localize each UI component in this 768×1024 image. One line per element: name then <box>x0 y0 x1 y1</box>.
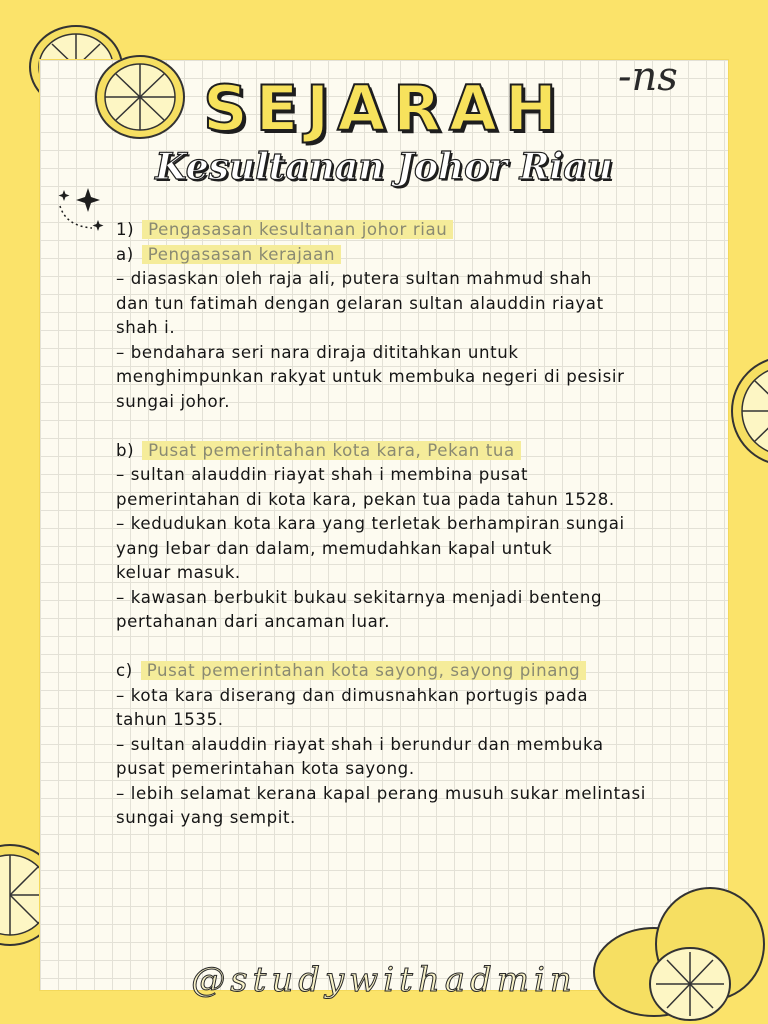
note-line: pusat pemerintahan kota sayong. <box>116 759 415 778</box>
page-title: SEJARAH <box>203 72 565 145</box>
highlight: Pusat pemerintahan kota kara, Pekan tua <box>142 441 521 460</box>
whole-lemon-icon <box>592 880 768 1024</box>
note-line: – kawasan berbukit bukau sekitarnya menjadi benteng <box>116 587 603 607</box>
note-line: menghimpunkan rakyat untuk membuka negeri di pesisir <box>116 367 625 386</box>
note-line: pertahanan dari ancaman luar. <box>116 612 391 631</box>
note-line: yang lebar dan dalam, memudahkan kapal untuk <box>116 538 553 558</box>
social-handle: @studywithadmin <box>191 960 577 1000</box>
note-line: – sultan alauddin riayat shah i membina pusat <box>116 465 529 484</box>
note-line: sungai yang sempit. <box>116 808 296 827</box>
page-subtitle: Kesultanan Johor Riau <box>155 146 613 188</box>
highlight: Pengasasan kesultanan johor riau <box>142 220 453 239</box>
note-line: keluar masuk. <box>116 563 241 582</box>
note-line: – kota kara diserang dan dimusnahkan portugis pada <box>116 685 589 705</box>
highlight: Pengasasan kerajaan <box>142 245 341 264</box>
note-line: – sultan alauddin riayat shah i berundur dan membuka <box>116 734 604 754</box>
section-1-heading: 1) Pengasasan kesultanan johor riau <box>116 218 716 243</box>
highlight: Pusat pemerintahan kota sayong, sayong pinang <box>141 661 587 680</box>
note-line: – diasaskan oleh raja ali, putera sultan mahmud shah <box>116 269 593 288</box>
note-line: dan tun fatimah dengan gelaran sultan alauddin riayat <box>116 293 604 313</box>
author-signature: -ns <box>618 54 678 100</box>
notes-content <box>116 218 716 831</box>
note-line: – lebih selamat kerana kapal perang musuh sukar melintasi <box>116 783 647 803</box>
lemon-slice-icon <box>728 352 768 470</box>
section-c-heading: c) Pusat pemerintahan kota sayong, sayong pinang <box>116 659 716 684</box>
section-a-heading: a) Pengasasan kerajaan <box>116 243 716 268</box>
note-line: pemerintahan di kota kara, pekan tua pada tahun 1528. <box>116 489 615 509</box>
section-b-heading: b) Pusat pemerintahan kota kara, Pekan tua <box>116 439 716 464</box>
note-line: – bendahara seri nara diraja dititahkan untuk <box>116 342 519 362</box>
note-line: tahun 1535. <box>116 710 224 729</box>
note-line: – kedudukan kota kara yang terletak berhampiran sungai <box>116 514 625 533</box>
sparkle-icon <box>52 184 112 240</box>
note-line: sungai johor. <box>116 391 231 411</box>
note-line: shah i. <box>116 318 176 337</box>
